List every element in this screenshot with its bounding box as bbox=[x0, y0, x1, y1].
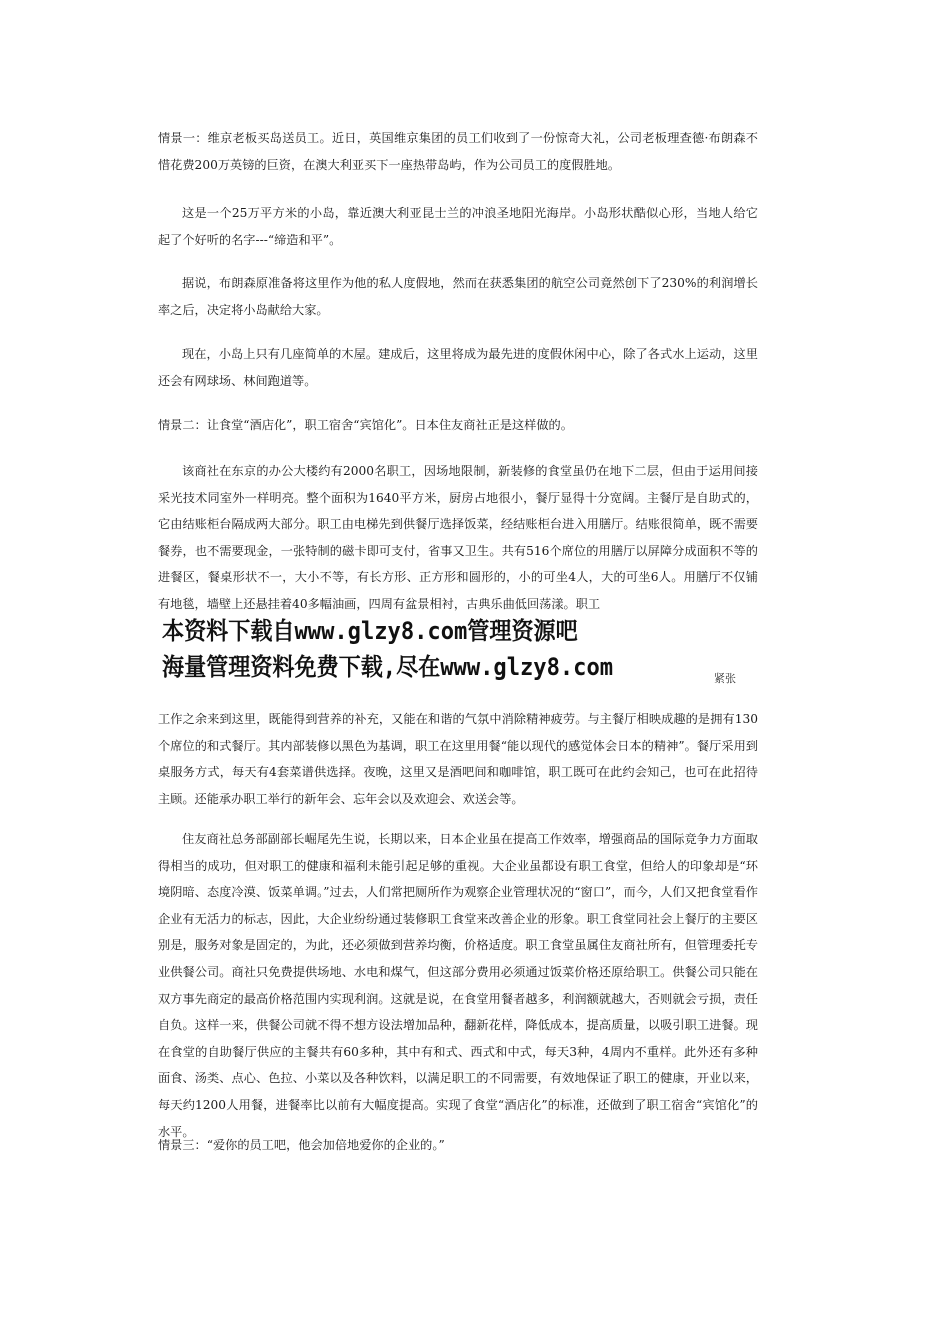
paragraph-japanese-restaurant: 工作之余来到这里，既能得到营养的补充，又能在和谐的气氛中消除精神疲劳。与主餐厅相映成趣的是拥有130个席位的和式餐厅。其内部装修以黑色为基调，职工在这里用餐“能以现代的感觉体会日本的精神”。餐厅采用到桌服务方式，每天有4套菜谱供选择。夜晚，这里又是酒吧间和咖啡馆，职工既可在此约会知己，也可在此招待主顾。还能承办职工举行的新年会、忘年会以及欢迎会、欢送会等。 bbox=[158, 712, 758, 806]
watermark-line-2: 海量管理资料免费下载,尽在www.glzy8.com bbox=[162, 653, 614, 681]
paragraph-sumitomo-interview: 住友商社总务部副部长崛尾先生说，长期以来，日本企业虽在提高工作效率，增强商品的国际竞争力方面取得相当的成功，但对职工的健康和福利未能引起足够的重视。大企业虽都设有职工食堂，但给人的印象却是“环境阴暗、态度冷漠、饭菜单调。”过去，人们常把厕所作为观察企业管理状况的“窗口”，而今，人们又把食堂看作企业有无活力的标志，因此，大企业纷纷通过装修职工食堂来改善企业的形象。职工食堂同社会上餐厅的主要区别是，服务对象是固定的，为此，还必须做到营养均衡，价格适度。职工食堂虽属住友商社所有，但管理委托专业供餐公司。商社只免费提供场地、水电和煤气，但这部分费用必须通过饭菜价格还原给职工。供餐公司只能在双方事先商定的最高价格范围内实现利润。这就是说，在食堂用餐者越多，利润额就越大，否则就会亏损，责任自负。这样一来，供餐公司就不得不想方设法增加品种，翻新花样，降低成本，提高质量，以吸引职工进餐。现在食堂的自助餐厅供应的主餐共有60多种，其中有和式、西式和中式，每天3种，4周内不重样。此外还有多种面食、汤类、点心、色拉、小菜以及各种饮料，以满足职工的不同需要，有效地保证了职工的健康，开业以来，每天约1200人用餐，进餐率比以前有大幅度提高。实现了食堂“酒店化”的标准，还做到了职工宿舍“宾馆化”的水平。 bbox=[158, 832, 758, 1139]
paragraph-scenario-one: 情景一：维京老板买岛送员工。近日，英国维京集团的员工们收到了一份惊奇大礼，公司老板理查德·布朗森不惜花费200万英镑的巨资，在澳大利亚买下一座热带岛屿，作为公司员工的度假胜地。 bbox=[158, 131, 758, 172]
paragraph-island-reason: 据说，布朗森原准备将这里作为他的私人度假地，然而在获悉集团的航空公司竟然创下了230%的利润增长率之后，决定将小岛献给大家。 bbox=[158, 276, 758, 317]
paragraph-scenario-three: 情景三：“爱你的员工吧，他会加倍地爱你的企业的。” bbox=[158, 1138, 445, 1152]
paragraph-cafeteria-description: 该商社在东京的办公大楼约有2000名职工，因场地限制，新装修的食堂虽仍在地下二层，但由于运用间接采光技术同室外一样明亮。整个面积为1640平方米，厨房占地很小，餐厅显得十分宽阔。主餐厅是自助式的，它由结账柜台隔成两大部分。职工由电梯先到供餐厅选择饭菜，经结账柜台进入用膳厅。结账很简单，既不需要餐券，也不需要现金，一张特制的磁卡即可支付，省事又卫生。共有516个席位的用膳厅以屏障分成面积不等的进餐区，餐桌形状不一，大小不等，有长方形、正方形和圆形的，小的可坐4人，大的可坐6人。用膳厅不仅铺有地毯，墙壁上还悬挂着40多幅油画，四周有盆景相衬，古典乐曲低回荡漾。职工 bbox=[158, 464, 758, 611]
paragraph-island-current: 现在，小岛上只有几座简单的木屋。建成后，这里将成为最先进的度假休闲中心，除了各式水上运动，这里还会有网球场、林间跑道等。 bbox=[158, 347, 758, 388]
watermark-line-1: 本资料下载自www.glzy8.com管理资源吧 bbox=[162, 617, 578, 645]
paragraph-island-description: 这是一个25万平方米的小岛，靠近澳大利亚昆士兰的冲浪圣地阳光海岸。小岛形状酷似心形，当地人给它起了个好听的名字---“缔造和平”。 bbox=[158, 206, 758, 247]
paragraph-scenario-two: 情景二：让食堂“酒店化”，职工宿舍“宾馆化”。日本住友商社正是这样做的。 bbox=[158, 418, 573, 432]
trailing-text: 紧张 bbox=[714, 672, 736, 685]
